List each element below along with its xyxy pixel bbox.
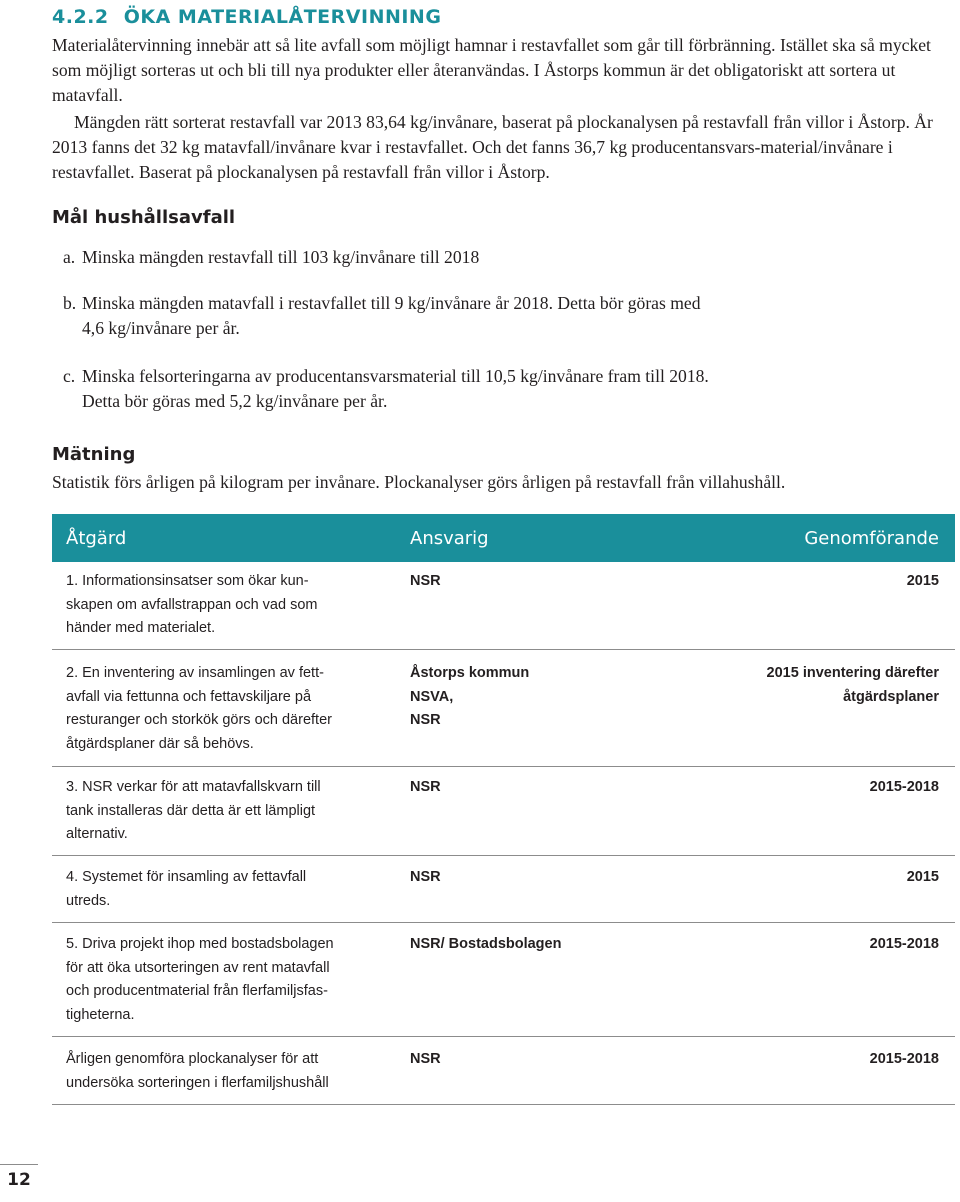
action-line: 4. Systemet för insamling av fettavfall (66, 869, 307, 885)
goal-text-continued: 4,6 kg/invånare per år. (82, 318, 240, 338)
implementation-line: åtgärdsplaner (843, 688, 939, 705)
responsible-cell (410, 662, 650, 733)
action-line: utreds. (66, 892, 111, 909)
table-row (52, 925, 955, 1037)
action-line: avfall via fettunna och fettavskiljare på (66, 688, 312, 705)
header-action: Åtgärd (66, 528, 127, 549)
responsible-cell (410, 933, 650, 957)
goal-item (63, 364, 943, 414)
header-implementation: Genomförande (804, 528, 939, 549)
goal-letter: b. (63, 293, 77, 313)
implementation-line: 2015 (906, 869, 939, 885)
header-responsible: Ansvarig (410, 528, 489, 549)
responsible-cell (410, 570, 650, 594)
action-line: 5. Driva projekt ihop med bostadsbolagen (66, 936, 334, 952)
implementation-cell (679, 776, 939, 800)
section-heading (52, 6, 441, 28)
goal-text: Minska felsorteringarna av producentansvarsmaterial till 10,5 kg/invånare fram till 2018. (82, 366, 709, 386)
responsible-line: NSR/ Bostadsbolagen (410, 936, 562, 952)
table-row (52, 768, 955, 856)
responsible-line: NSR (410, 573, 441, 589)
responsible-cell (410, 1048, 650, 1072)
action-line: 2. En inventering av insamlingen av fett- (66, 665, 324, 681)
responsible-line: NSR (410, 712, 441, 728)
goal-text-continued: Detta bör göras med 5,2 kg/invånare per år. (82, 391, 388, 411)
table-row (52, 562, 955, 650)
action-line: åtgärdsplaner där så behövs. (66, 735, 254, 752)
action-line: alternativ. (66, 826, 128, 842)
action-line: tigheterna. (66, 1006, 135, 1023)
implementation-line: 2015-2018 (869, 779, 939, 795)
implementation-line: 2015 (906, 573, 939, 589)
action-cell (66, 776, 366, 847)
implementation-line: 2015-2018 (869, 1051, 939, 1067)
action-cell (66, 570, 366, 641)
responsible-line: NSVA, (410, 688, 454, 705)
table-row (52, 1040, 955, 1105)
measurement-text: Statistik förs årligen på kilogram per invånare. Plockanalyser görs årligen på restavfall från villahushåll. (52, 472, 786, 492)
goal-letter: a. (63, 247, 76, 267)
intro-paragraph-1: Materialåtervinning innebär att så lite avfall som möjligt hamnar i restavfallet som går till förbränning. Istället ska så mycket som möjligt sorteras ut och bli till nya produkter eller återanvändas. I Åstorps kommun är det obligatoriskt att sortera ut matavfall. (52, 35, 931, 105)
table-row (52, 858, 955, 923)
action-line: för att öka utsorteringen av rent matavfall (66, 959, 330, 976)
action-line: undersöka sorteringen i flerfamiljshushåll (66, 1074, 329, 1091)
action-cell (66, 933, 366, 1027)
table-row (52, 654, 955, 767)
goal-text: Minska mängden restavfall till 103 kg/invånare till 2018 (82, 247, 480, 267)
implementation-line: 2015-2018 (869, 936, 939, 952)
goal-item (63, 291, 943, 341)
implementation-cell (679, 570, 939, 594)
action-line: händer med materialet. (66, 620, 216, 636)
action-line: Årligen genomföra plockanalyser för att (66, 1051, 319, 1067)
action-line: och producentmaterial från flerfamiljsfas- (66, 983, 328, 999)
goal-letter: c. (63, 366, 76, 386)
implementation-cell (679, 866, 939, 890)
page-number-rule (0, 1164, 38, 1165)
action-line: 3. NSR verkar för att matavfallskvarn till (66, 779, 321, 795)
implementation-line: 2015 inventering därefter (766, 665, 939, 681)
action-line: resturanger och storkök görs och därefter (66, 712, 332, 728)
responsible-cell (410, 866, 650, 890)
goal-item (63, 245, 943, 270)
implementation-cell (679, 662, 939, 709)
action-cell (66, 866, 366, 913)
responsible-cell (410, 776, 650, 800)
section-title: ÖKA MATERIALÅTERVINNING (123, 6, 442, 28)
action-line: tank installeras där detta är ett lämpligt (66, 802, 316, 819)
goal-text: Minska mängden matavfall i restavfallet till 9 kg/invånare år 2018. Detta bör göras med (82, 293, 701, 313)
responsible-line: NSR (410, 1051, 441, 1067)
intro-paragraph-2: Mängden rätt sorterat restavfall var 2013 83,64 kg/invånare, baserat på plockanalysen på restavfall från villor i Åstorp. År 2013 fanns det 32 kg matavfall/invånare kvar i restavfallet. Och det fanns 36,7 kg producentansvars-material/invånare i restavfallet. Baserat på plockanalysen på restavfall från villor i Åstorp. (52, 112, 933, 182)
action-line: 1. Informationsinsatser som ökar kun- (66, 573, 309, 589)
responsible-line: Åstorps kommun (410, 665, 530, 681)
responsible-line: NSR (410, 779, 441, 795)
table-header (52, 514, 955, 562)
goals-heading: Mål hushållsavfall (52, 207, 236, 228)
implementation-cell (679, 1048, 939, 1072)
responsible-line: NSR (410, 869, 441, 885)
section-number: 4.2.2 (52, 6, 109, 28)
action-line: skapen om avfallstrappan och vad som (66, 596, 318, 613)
action-cell (66, 662, 366, 756)
implementation-cell (679, 933, 939, 957)
action-cell (66, 1048, 366, 1095)
page-number: 12 (7, 1170, 31, 1190)
measurement-heading: Mätning (52, 444, 136, 465)
